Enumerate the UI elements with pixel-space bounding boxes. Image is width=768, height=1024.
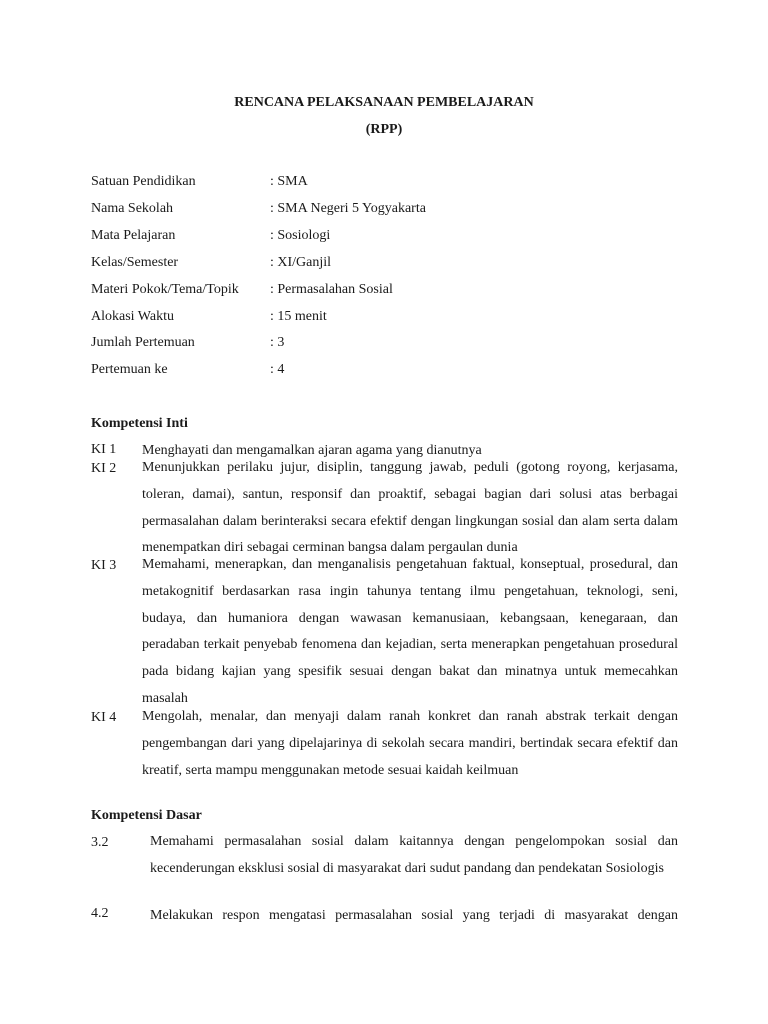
identity-value: : 4 <box>270 362 285 377</box>
identity-row <box>91 228 691 250</box>
identity-label: Kelas/Semester <box>91 255 179 270</box>
identity-label: Satuan Pendidikan <box>91 174 196 189</box>
identity-value: : 15 menit <box>270 309 327 324</box>
kd-label: 3.2 <box>91 835 109 850</box>
identity-label: Mata Pelajaran <box>91 228 176 243</box>
document-subtitle: (RPP) <box>365 122 403 137</box>
section-heading-kompetensi-inti: Kompetensi Inti <box>91 416 188 431</box>
identity-value: : Permasalahan Sosial <box>270 282 393 297</box>
identity-row <box>91 282 691 304</box>
identity-value: : XI/Ganjil <box>270 255 332 270</box>
identity-row <box>91 174 691 196</box>
kd-text: Memahami permasalahan sosial dalam kaitannya dengan pengelompokan sosial dan kecenderungan eksklusi sosial di masyarakat dari sudut pandang dan pendekatan Sosiologis <box>150 834 678 876</box>
identity-row <box>91 335 691 357</box>
identity-value: : Sosiologi <box>270 228 331 243</box>
ki-text: Menunjukkan perilaku jujur, disiplin, tanggung jawab, peduli (gotong royong, kerjasama, toleran, damai), santun, responsif dan proaktif, sebagai bagian dari solusi atas berbagai permasalahan dalam berinteraksi secara efektif dengan lingkungan sosial dan alam serta dalam menempatkan diri sebagai cerminan bangsa dalam pergaulan dunia <box>142 460 678 556</box>
identity-value: : SMA Negeri 5 Yogyakarta <box>270 201 426 216</box>
ki-label: KI 1 <box>91 442 117 457</box>
identity-row <box>91 309 691 331</box>
ki-text: Menghayati dan mengamalkan ajaran agama yang dianutnya <box>142 443 482 458</box>
kd-label: 4.2 <box>91 906 109 921</box>
ki-text: Mengolah, menalar, dan menyaji dalam ranah konkret dan ranah abstrak terkait dengan pengembangan dari yang dipelajarinya di sekolah secara mandiri, bertindak secara efektif dan kreatif, serta mampu menggunakan metode sesuai kaidah keilmuan <box>142 709 678 778</box>
identity-label: Nama Sekolah <box>91 201 174 216</box>
identity-label: Jumlah Pertemuan <box>91 335 195 350</box>
identity-value: : SMA <box>270 174 308 189</box>
ki-text: Memahami, menerapkan, dan menganalisis pengetahuan faktual, konseptual, prosedural, dan metakognitif berdasarkan rasa ingin tahunya tentang ilmu pengetahuan, teknologi, seni, budaya, dan humaniora dengan wawasan kemanusiaan, kebangsaan, kenegaraan, dan peradaban terkait penyebab fenomena dan kejadian, serta menerapkan pengetahuan prosedural pada bidang kajian yang spesifik sesuai dengan bakat dan minatnya untuk memecahkan masalah <box>142 557 678 706</box>
identity-label: Materi Pokok/Tema/Topik <box>91 282 239 297</box>
identity-row <box>91 201 691 223</box>
document-title: RENCANA PELAKSANAAN PEMBELAJARAN <box>234 95 534 110</box>
kd-text: Melakukan respon mengatasi permasalahan sosial yang terjadi di masyarakat dengan <box>150 908 678 923</box>
identity-row <box>91 255 691 277</box>
identity-value: : 3 <box>270 335 285 350</box>
ki-label: KI 4 <box>91 710 117 725</box>
section-heading-kompetensi-dasar: Kompetensi Dasar <box>91 808 202 823</box>
ki-label: KI 3 <box>91 558 117 573</box>
identity-label: Pertemuan ke <box>91 362 168 377</box>
ki-label: KI 2 <box>91 461 117 476</box>
identity-row <box>91 362 691 384</box>
identity-label: Alokasi Waktu <box>91 309 174 324</box>
